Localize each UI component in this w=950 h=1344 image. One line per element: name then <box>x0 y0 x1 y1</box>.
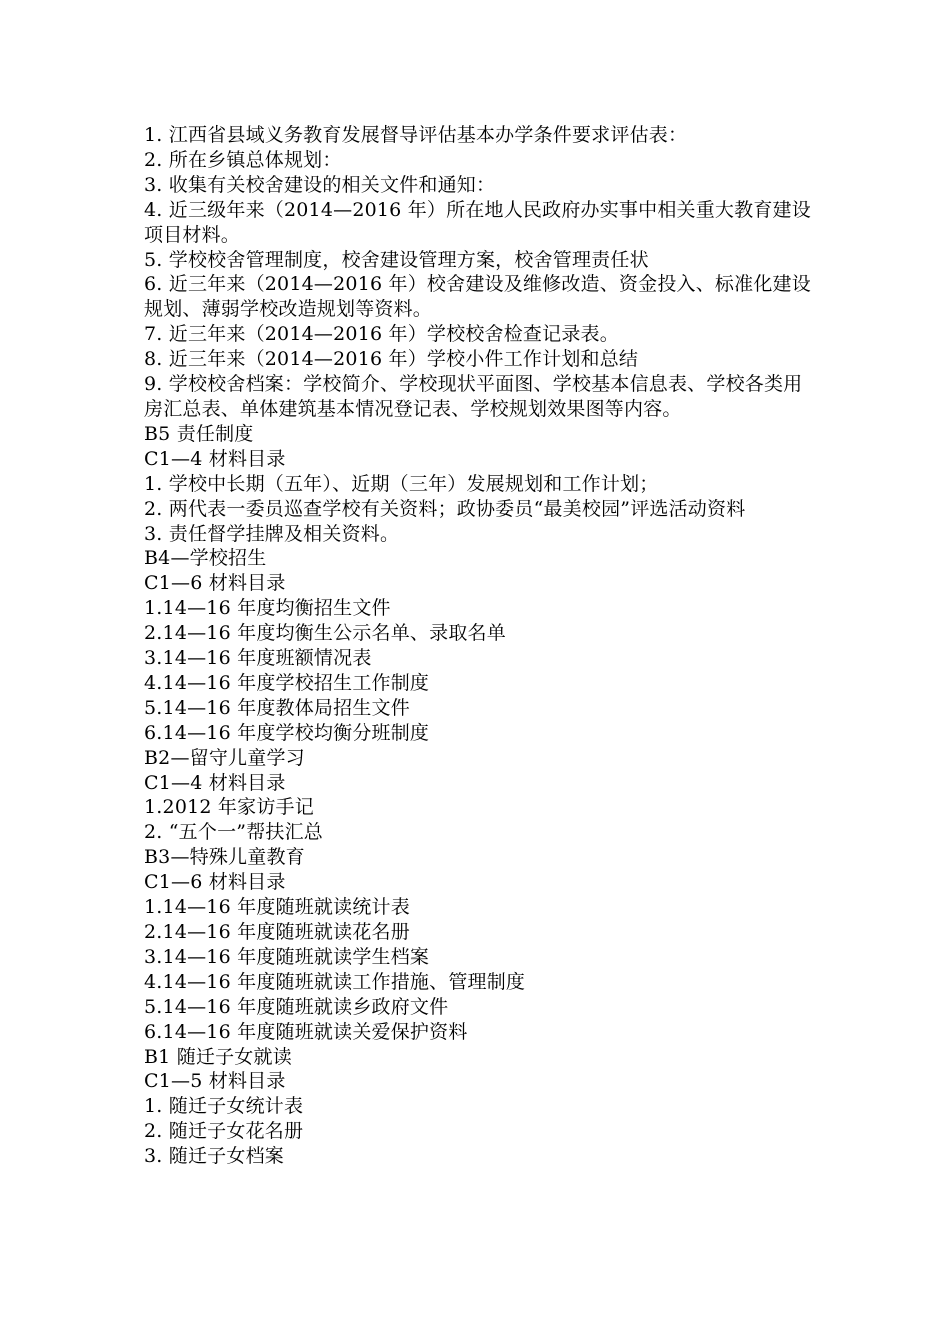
list-item: 3.14—16 年度班额情况表 <box>144 647 372 670</box>
list-item: 7. 近三年来（2014—2016 年）学校校舍检查记录表。 <box>144 323 619 346</box>
list-item: 3. 收集有关校舍建设的相关文件和通知： <box>144 173 496 196</box>
list-item: 2. “五个一”帮扶汇总 <box>144 821 323 844</box>
list-item: 6. 近三年来（2014—2016 年）校舍建设及维修改造、资金投入、标准化建设规划、薄弱学校改造规划等资料。 <box>144 273 811 321</box>
section-heading: B3—特殊儿童教育 <box>144 846 305 869</box>
list-item: 2. 随迁子女花名册 <box>144 1120 304 1143</box>
list-item: 1.14—16 年度均衡招生文件 <box>144 597 391 620</box>
list-item: 5.14—16 年度随班就读乡政府文件 <box>144 995 449 1018</box>
list-item: 4.14—16 年度学校招生工作制度 <box>144 671 430 694</box>
section-subheading: C1—4 材料目录 <box>144 771 286 794</box>
section-heading: B1 随迁子女就读 <box>144 1045 292 1068</box>
list-item: 2. 两代表一委员巡查学校有关资料；政协委员“最美校园”评选活动资料 <box>144 497 746 520</box>
list-item: 5.14—16 年度教体局招生文件 <box>144 696 410 719</box>
section-subheading: C1—4 材料目录 <box>144 447 286 470</box>
list-item: 3. 责任督学挂牌及相关资料。 <box>144 522 400 545</box>
list-item: 1. 江西省县域义务教育发展督导评估基本办学条件要求评估表： <box>144 124 688 146</box>
list-item: 8. 近三年来（2014—2016 年）学校小件工作计划和总结 <box>144 348 639 371</box>
list-item: 1.2012 年家访手记 <box>144 796 314 819</box>
document-body <box>144 123 814 1169</box>
list-item: 3. 随迁子女档案 <box>144 1145 284 1168</box>
list-item: 9. 学校校舍档案：学校简介、学校现状平面图、学校基本信息表、学校各类用房汇总表、单体建筑基本情况登记表、学校规划效果图等内容。 <box>144 373 803 420</box>
list-item: 6.14—16 年度随班就读关爱保护资料 <box>144 1020 468 1043</box>
section-heading: B2—留守儿童学习 <box>144 746 305 769</box>
list-item: 3.14—16 年度随班就读学生档案 <box>144 945 430 968</box>
list-item: 4. 近三级年来（2014—2016 年）所在地人民政府办实事中相关重大教育建设项目材料。 <box>144 198 811 246</box>
section-subheading: C1—6 材料目录 <box>144 871 286 894</box>
list-item: 2.14—16 年度随班就读花名册 <box>144 921 410 943</box>
list-item: 1. 学校中长期（五年）、近期（三年）发展规划和工作计划； <box>144 472 659 495</box>
section-subheading: C1—5 材料目录 <box>144 1070 286 1093</box>
list-item: 4.14—16 年度随班就读工作措施、管理制度 <box>144 970 526 993</box>
list-item: 6.14—16 年度学校均衡分班制度 <box>144 721 430 744</box>
list-item: 2. 所在乡镇总体规划： <box>144 148 342 171</box>
list-item: 1.14—16 年度随班就读统计表 <box>144 896 410 919</box>
section-heading: B4—学校招生 <box>144 547 267 570</box>
list-item: 5. 学校校舍管理制度，校舍建设管理方案，校舍管理责任状 <box>144 248 649 271</box>
list-item: 2.14—16 年度均衡生公示名单、录取名单 <box>144 622 506 645</box>
section-heading: B5 责任制度 <box>144 422 254 445</box>
list-item: 1. 随迁子女统计表 <box>144 1095 304 1118</box>
section-subheading: C1—6 材料目录 <box>144 572 286 595</box>
